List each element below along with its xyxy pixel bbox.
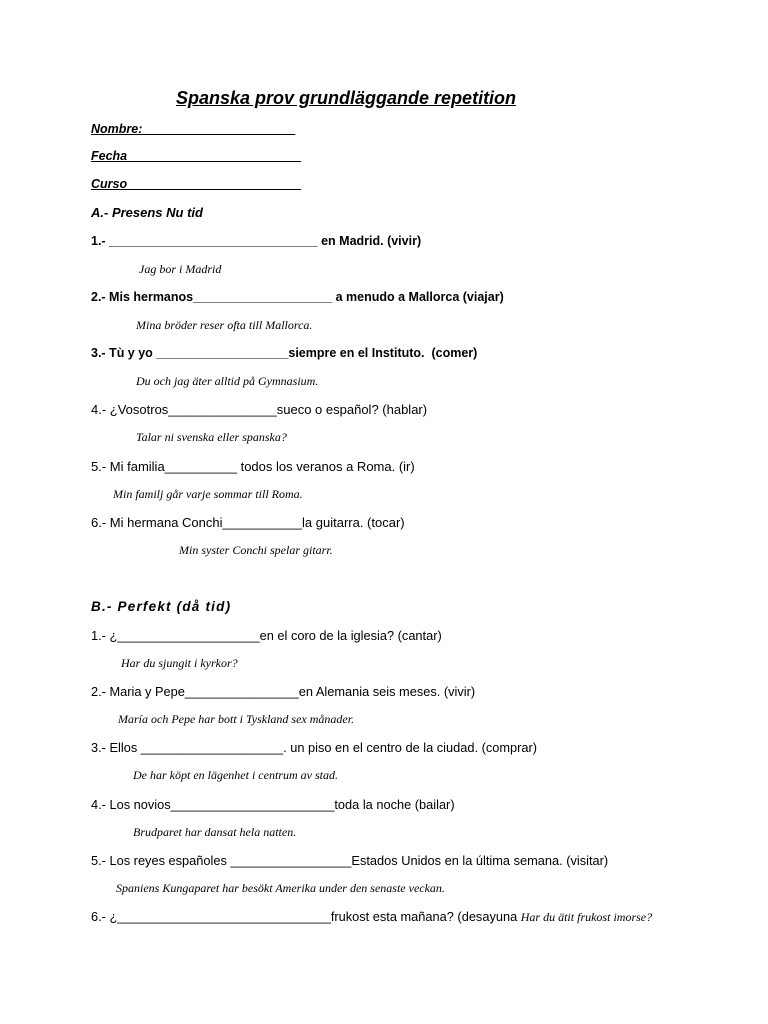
question-b6-text: 6.- ¿______________________________frukost esta mañana? (desayuna	[91, 909, 518, 924]
question-a1: 1.- ______________________________ en Madrid. (vivir)	[91, 234, 422, 248]
translation-a1: Jag bor i Madrid	[139, 262, 222, 276]
translation-a3: Du och jag äter alltid på Gymnasium.	[136, 374, 319, 388]
question-a5: 5.- Mi familia__________ todos los veranos a Roma. (ir)	[91, 459, 415, 474]
question-b3: 3.- Ellos ____________________. un piso en el centro de la ciudad. (comprar)	[91, 740, 538, 755]
nombre-field: Nombre:______________________	[91, 122, 296, 136]
question-b1: 1.- ¿____________________en el coro de la iglesia? (cantar)	[91, 628, 442, 643]
question-a4: 4.- ¿Vosotros_______________sueco o español? (hablar)	[91, 402, 428, 417]
curso-field: Curso_________________________	[91, 177, 301, 191]
translation-a2: Mina bröder reser ofta till Mallorca.	[136, 318, 313, 332]
translation-a6: Min syster Conchi spelar gitarr.	[179, 543, 333, 557]
translation-b6: Har du ätit frukost imorse?	[520, 910, 653, 924]
translation-b5: Spaniens Kungaparet har besökt Amerika under den senaste veckan.	[116, 881, 445, 895]
question-a2: 2.- Mis hermanos____________________ a menudo a Mallorca (viajar)	[91, 290, 504, 304]
question-b5: 5.- Los reyes españoles _________________Estados Unidos en la última semana. (visitar)	[91, 853, 609, 868]
document-title: Spanska prov grundläggande repetition	[176, 88, 517, 108]
question-b4: 4.- Los novios_______________________toda la noche (bailar)	[91, 797, 455, 812]
translation-a4: Talar ni svenska eller spanska?	[136, 430, 287, 444]
question-a3: 3.- Tù y yo ___________________siempre en el Instituto. (comer)	[91, 346, 478, 360]
section-a-heading: A.- Presens Nu tid	[91, 205, 203, 220]
fecha-field: Fecha_________________________	[91, 149, 301, 163]
question-a6: 6.- Mi hermana Conchi___________la guitarra. (tocar)	[91, 515, 405, 530]
translation-a5: Min familj går varje sommar till Roma.	[113, 487, 303, 501]
question-b2: 2.- Maria y Pepe________________en Alemania seis meses. (vivir)	[91, 684, 476, 699]
translation-b1: Har du sjungit i kyrkor?	[121, 656, 238, 670]
section-b-heading: B.- Perfekt (då tid)	[91, 599, 232, 614]
translation-b4: Brudparet har dansat hela natten.	[133, 825, 297, 839]
translation-b3: De har köpt en lägenhet i centrum av stad.	[133, 768, 338, 782]
question-b6	[91, 909, 652, 925]
translation-b2: María och Pepe har bott i Tyskland sex månader.	[118, 712, 355, 726]
